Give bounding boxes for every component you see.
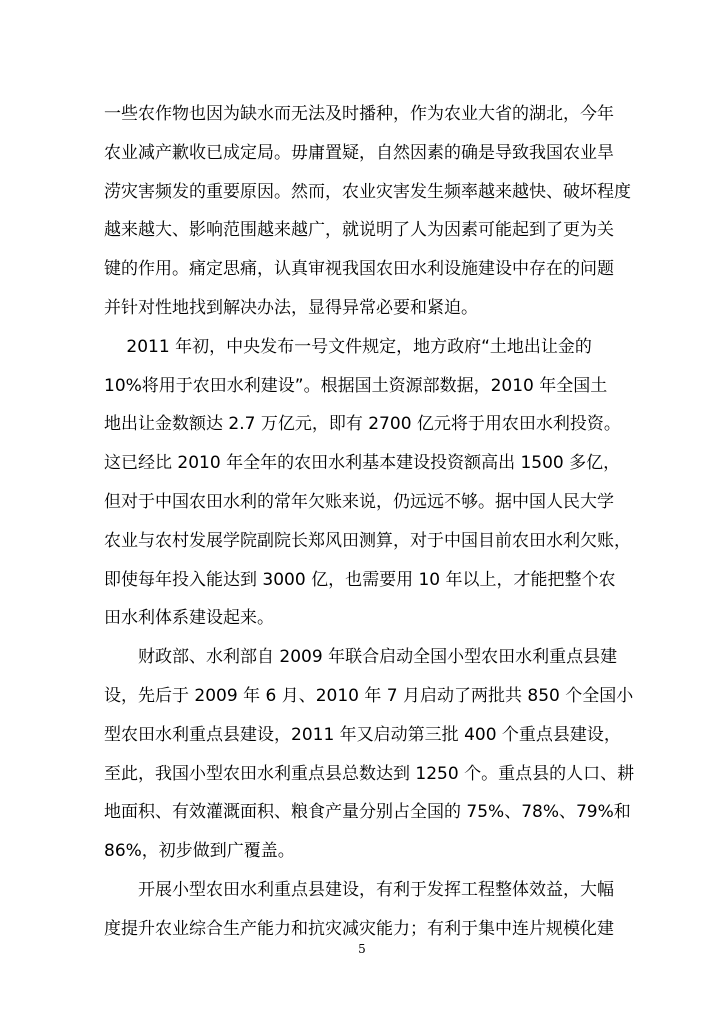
- text-line: 设，先后于 2009 年 6 月、2010 年 7 月启动了两批共 850 个全国小: [104, 685, 634, 706]
- text-line: 田水利体系建设起来。: [104, 608, 274, 629]
- text-line: 涝灾害频发的重要原因。然而，农业灾害发生频率越来越快、破坏程度: [104, 181, 631, 202]
- text-line: 农业与农村发展学院副院长郑风田测算，对于中国目前农田水利欠账，: [104, 530, 631, 551]
- text-line: 地面积、有效灌溉面积、粮食产量分别占全国的 75%、78%、79%和: [104, 802, 631, 823]
- text-line: 地出让金数额达 2.7 万亿元，即有 2700 亿元将于用农田水利投资。: [104, 414, 621, 435]
- text-line: 型农田水利重点县建设，2011 年又启动第三批 400 个重点县建设，: [104, 724, 621, 745]
- text-line: 86%，初步做到广覆盖。: [104, 841, 295, 862]
- text-line: 这已经比 2010 年全年的农田水利基本建设投资额高出 1500 多亿，: [104, 453, 621, 474]
- page-number: 5: [358, 942, 366, 956]
- text-line: 农业减产歉收已成定局。毋庸置疑，自然因素的确是导致我国农业旱: [104, 142, 614, 163]
- text-line: 2011 年初，中央发布一号文件规定，地方政府“土地出让金的: [104, 336, 592, 357]
- text-line: 一些农作物也因为缺水而无法及时播种，作为农业大省的湖北，今年: [104, 104, 614, 124]
- text-line: 至此，我国小型农田水利重点县总数达到 1250 个。重点县的人口、耕: [104, 763, 635, 784]
- body-text: [104, 95, 635, 949]
- text-line: 开展小型农田水利重点县建设，有利于发挥工程整体效益，大幅: [104, 879, 614, 900]
- text-line: 10%将用于农田水利建设”。根据国土资源部数据，2010 年全国土: [104, 375, 608, 396]
- text-line: 但对于中国农田水利的常年欠账来说，仍远远不够。据中国人民大学: [104, 491, 614, 512]
- text-line: 即使每年投入能达到 3000 亿，也需要用 10 年以上，才能把整个农: [104, 569, 616, 590]
- text-line: 财政部、水利部自 2009 年联合启动全国小型农田水利重点县建: [104, 647, 618, 668]
- text-line: 度提升农业综合生产能力和抗灾减灾能力；有利于集中连片规模化建: [104, 918, 614, 939]
- text-line: 键的作用。痛定思痛，认真审视我国农田水利设施建设中存在的问题: [104, 259, 614, 280]
- text-line: 越来越大、影响范围越来越广，就说明了人为因素可能起到了更为关: [104, 220, 614, 241]
- text-line: 并针对性地找到解决办法，显得异常必要和紧迫。: [104, 297, 478, 318]
